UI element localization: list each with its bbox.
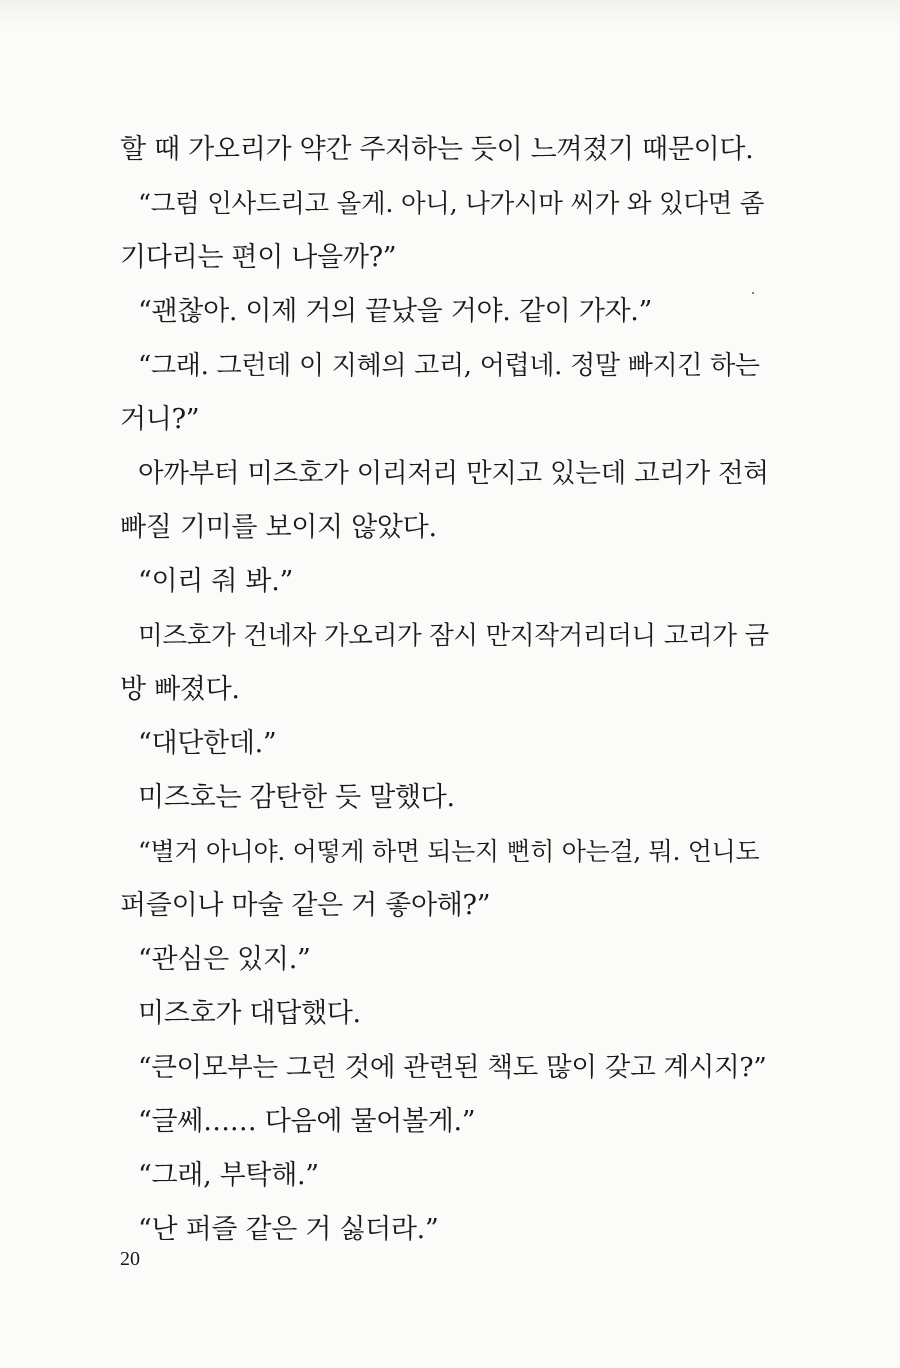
text-line: 미즈호는 감탄한 듯 말했다.: [138, 782, 455, 813]
text-line: 빠질 기미를 보이지 않았다.: [120, 512, 437, 543]
text-line: 할 때 가오리가 약간 주저하는 듯이 느껴졌기 때문이다.: [120, 134, 754, 165]
page-top-edge: [0, 0, 900, 28]
text-line: “관심은 있지.”: [138, 944, 311, 975]
text-line: “그래, 부탁해.”: [138, 1160, 319, 1191]
scan-speck: [752, 292, 754, 294]
text-line: “그럼 인사드리고 올게. 아니, 나가시마 씨가 와 있다면 좀: [138, 189, 765, 219]
text-line: 미즈호가 대답했다.: [138, 998, 361, 1029]
text-line: 기다리는 편이 나을까?”: [120, 242, 397, 273]
text-line: “이리 줘 봐.”: [138, 566, 293, 597]
text-line: “괜찮아. 이제 거의 끝났을 거야. 같이 가자.”: [138, 296, 653, 327]
text-line: “글쎄…… 다음에 물어볼게.”: [138, 1106, 476, 1137]
page-number: 20: [120, 1248, 140, 1270]
text-line: 방 빠졌다.: [120, 674, 240, 705]
text-line: 퍼즐이나 마술 같은 거 좋아해?”: [120, 890, 491, 921]
text-line: “그래. 그런데 이 지혜의 고리, 어렵네. 정말 빠지긴 하는: [138, 351, 760, 381]
text-line: “대단한데.”: [138, 728, 277, 759]
text-line: 아까부터 미즈호가 이리저리 만지고 있는데 고리가 전혀: [138, 458, 769, 489]
text-line: “별거 아니야. 어떻게 하면 되는지 뻔히 아는걸, 뭐. 언니도: [138, 837, 760, 866]
text-line: 미즈호가 건네자 가오리가 잠시 만지작거리더니 고리가 금: [138, 621, 769, 651]
text-line: “난 퍼즐 같은 거 싫더라.”: [138, 1214, 439, 1245]
text-line: “큰이모부는 그런 것에 관련된 책도 많이 갖고 계시지?”: [138, 1052, 767, 1083]
text-line: 거니?”: [120, 404, 200, 435]
